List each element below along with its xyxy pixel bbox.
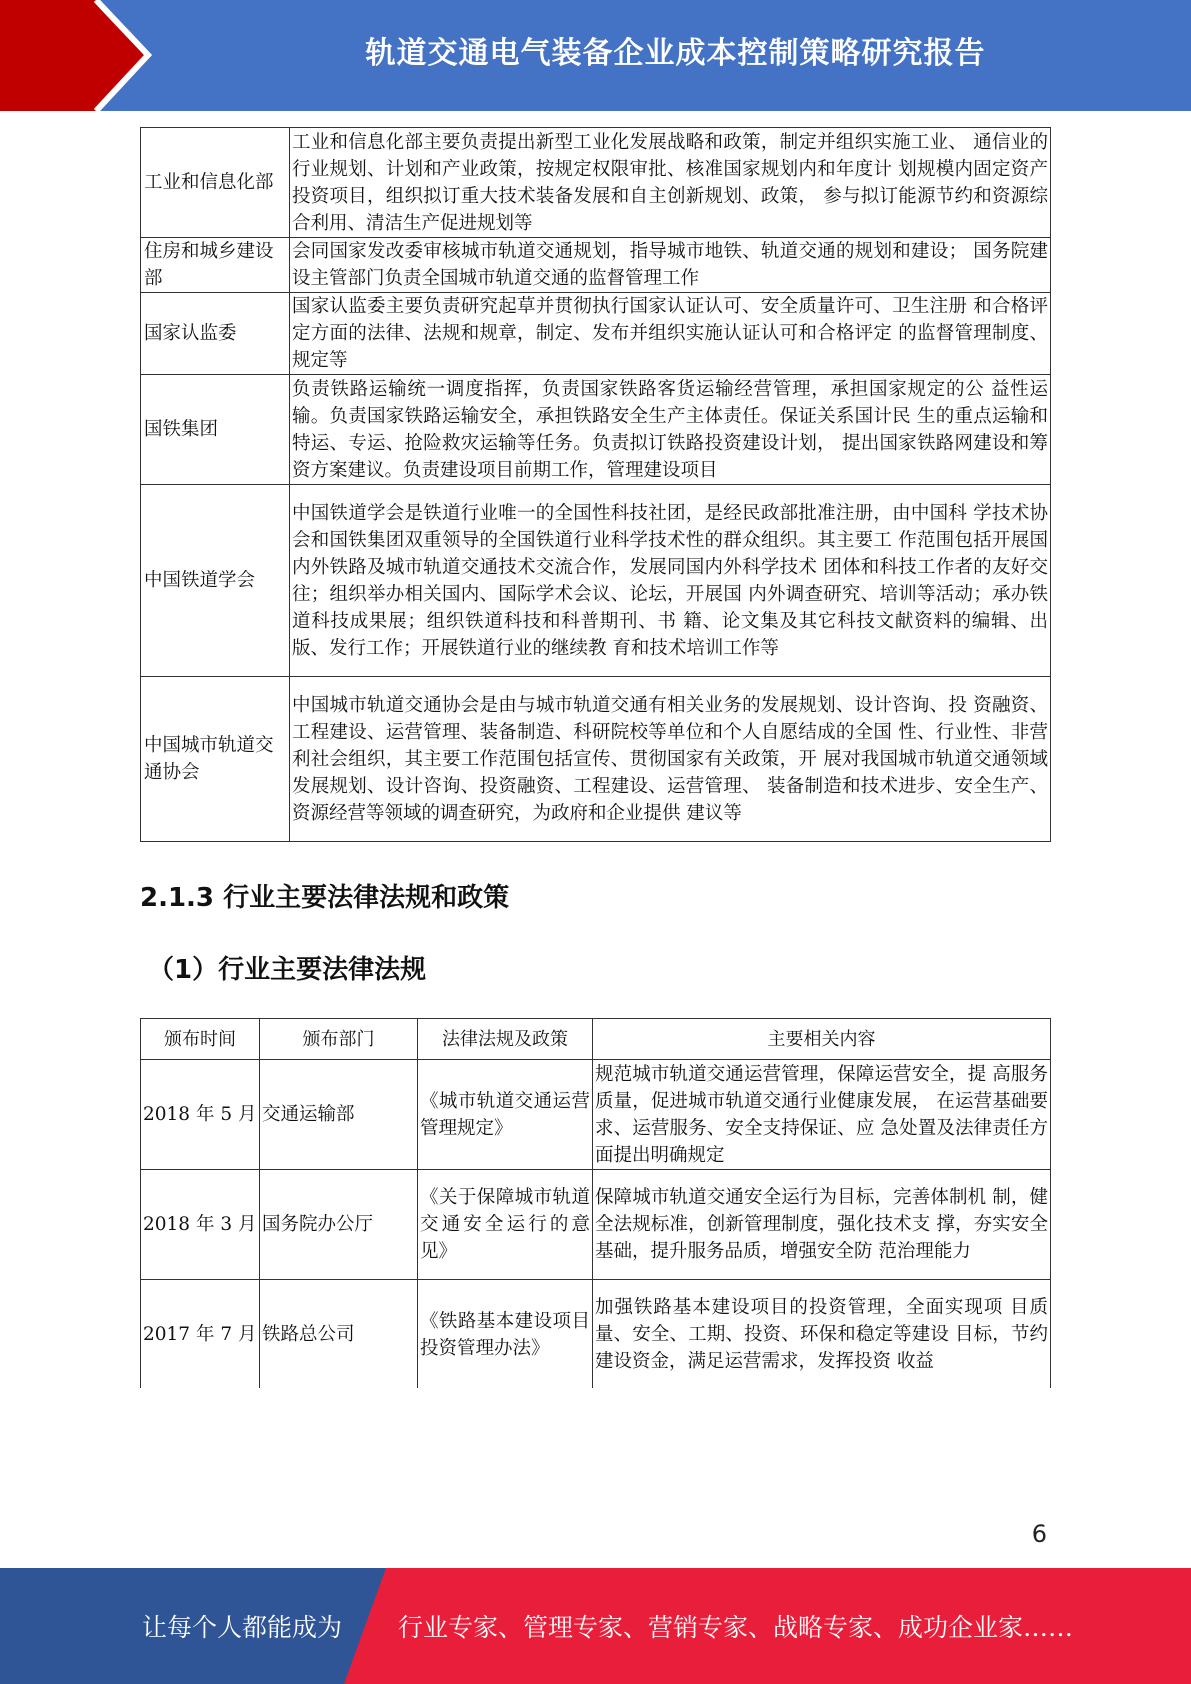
org-cell: 中国铁道学会 — [141, 485, 290, 677]
table-row — [141, 293, 1051, 375]
dept-cell: 国务院办公厅 — [260, 1170, 418, 1280]
page-number: 6 — [1031, 1520, 1047, 1548]
law-cell: 《铁路基本建设项目投资管理办法》 — [418, 1280, 593, 1390]
table-row — [141, 238, 1051, 293]
dept-cell: 铁路总公司 — [260, 1280, 418, 1390]
org-cell: 工业和信息化部 — [141, 128, 290, 238]
date-cell: 2018 年 5 月 — [141, 1060, 260, 1170]
column-header: 法律法规及政策 — [418, 1019, 593, 1060]
desc-cell: 中国城市轨道交通协会是由与城市轨道交通有相关业务的发展规划、设计咨询、投 资融资、工程建设、运营管理、装备制造、科研院校等单位和个人自愿结成的全国 性、行业性、非营利社会组织，其主要工作范围包括宣传、贯彻国家有关政策，开 展对我国城市轨道交通领域发展规划、设计咨询、投资融资、工程建设、运营管理、 装备制造和技术进步、安全生产、资源经营等领域的调查研究，为政府和企业提供 建议等 — [290, 677, 1051, 842]
content-cell: 加强铁路基本建设项目的投资管理，全面实现项 目质量、安全、工期、投资、环保和稳定等建设 目标，节约建设资金，满足运营需求，发挥投资 收益 — [593, 1280, 1051, 1390]
law-cell: 《关于保障城市轨道交通安全运行的意见》 — [418, 1170, 593, 1280]
law-cell: 《城市轨道交通运营管理规定》 — [418, 1060, 593, 1170]
table-page-break — [130, 1388, 1070, 1408]
org-table — [140, 127, 1051, 842]
footer-slogan-left: 让每个人都能成为 — [142, 1613, 343, 1642]
desc-cell: 工业和信息化部主要负责提出新型工业化发展战略和政策，制定并组织实施工业、 通信业的行业规划、计划和产业政策，按规定权限审批、核准国家规划内和年度计 划规模内固定资产投资项目，组织拟订重大技术装备发展和自主创新规划、政策， 参与拟订能源节约和资源综合利用、清洁生产促进规划等 — [290, 128, 1051, 238]
table-row — [141, 485, 1051, 677]
report-title: 轨道交通电气装备企业成本控制策略研究报告 — [365, 36, 986, 71]
law-table — [140, 1018, 1051, 1390]
table-row — [141, 128, 1051, 238]
page-footer — [0, 1568, 1191, 1684]
column-header: 颁布时间 — [141, 1019, 260, 1060]
desc-cell: 负责铁路运输统一调度指挥，负责国家铁路客货运输经营管理，承担国家规定的公 益性运输。负责国家铁路运输安全，承担铁路安全生产主体责任。保证关系国计民 生的重点运输和特运、专运、抢险救灾运输等任务。负责拟订铁路投资建设计划， 提出国家铁路网建设和筹资方案建议。负责建设项目前期工作，管理建设项目 — [290, 375, 1051, 485]
section-heading: 2.1.3 行业主要法律法规和政策 — [140, 883, 510, 913]
column-header: 主要相关内容 — [593, 1019, 1051, 1060]
table-row — [141, 1280, 1051, 1390]
sub-heading: （1）行业主要法律法规 — [148, 955, 427, 985]
table-row — [141, 1060, 1051, 1170]
table-row — [141, 677, 1051, 842]
date-cell: 2017 年 7 月 — [141, 1280, 260, 1390]
table-row — [141, 1170, 1051, 1280]
org-cell: 国家认监委 — [141, 293, 290, 375]
page-header — [0, 0, 1191, 111]
desc-cell: 会同国家发改委审核城市轨道交通规划，指导城市地铁、轨道交通的规划和建设； 国务院建设主管部门负责全国城市轨道交通的监督管理工作 — [290, 238, 1051, 293]
desc-cell: 中国铁道学会是铁道行业唯一的全国性科技社团，是经民政部批准注册，由中国科 学技术协会和国铁集团双重领导的全国铁道行业科学技术性的群众组织。其主要工 作范围包括开展国内外铁路及城市轨道交通技术交流合作，发展同国内外科学技术 团体和科技工作者的友好交往；组织举办相关国内、国际学术会议、论坛，开展国 内外调查研究、培训等活动；承办铁道科技成果展；组织铁道科技和科普期刊、书 籍、论文集及其它科技文献资料的编辑、出版、发行工作；开展铁道行业的继续教 育和技术培训工作等 — [290, 485, 1051, 677]
footer-slogan-right: 行业专家、管理专家、营销专家、战略专家、成功企业家…… — [398, 1613, 1074, 1642]
org-cell: 中国城市轨道交通协会 — [141, 677, 290, 842]
date-cell: 2018 年 3 月 — [141, 1170, 260, 1280]
org-cell: 国铁集团 — [141, 375, 290, 485]
org-cell: 住房和城乡建设部 — [141, 238, 290, 293]
content-cell: 规范城市轨道交通运营管理，保障运营安全，提 高服务质量，促进城市轨道交通行业健康发展， 在运营基础要求、运营服务、安全支持保证、应 急处置及法律责任方面提出明确规定 — [593, 1060, 1051, 1170]
table-header-row — [141, 1019, 1051, 1060]
column-header: 颁布部门 — [260, 1019, 418, 1060]
content-cell: 保障城市轨道交通安全运行为目标，完善体制机 制，健全法规标准，创新管理制度，强化技术支 撑，夯实安全基础，提升服务品质，增强安全防 范治理能力 — [593, 1170, 1051, 1280]
dept-cell: 交通运输部 — [260, 1060, 418, 1170]
table-row — [141, 375, 1051, 485]
desc-cell: 国家认监委主要负责研究起草并贯彻执行国家认证认可、安全质量许可、卫生注册 和合格评定方面的法律、法规和规章，制定、发布并组织实施认证认可和合格评定 的监督管理制度、规定等 — [290, 293, 1051, 375]
